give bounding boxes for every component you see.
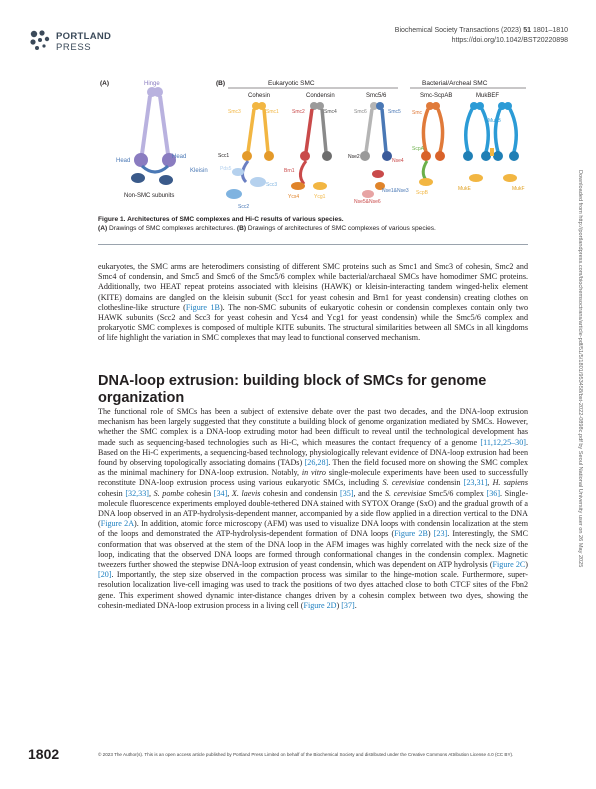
scc1-label: Scc1 (218, 153, 230, 159)
logo-text-portland: PORTLAND (56, 31, 112, 42)
para1-text-a: eukaryotes, the SMC arms are heterodimers consisting of different SMC proteins such as Smc1 and Smc3 of cohesin, Smc2 and Smc4 of condensin, and Smc5 and Smc6 of the Smc5/6 complex while bacterial/archaeal SMCs have homodimer SMC proteins. Additionally, two HEAT repeat proteins associated with kleisins (HAWK) or kleisin-interacting tandem winged-helix element (KITE) domains are dangled on the kleisin subunit (Scc1 for yeast cohesin and Brn1 for yeast condensin) creating clothes on clothesline-like structure ( (98, 262, 528, 312)
para2-text: cohesin and condensin (260, 488, 341, 498)
footer-license: © 2023 The Author(s). This is an open access article published by Portland Press Limited on behalf of the Biochemical Society and distributed under the Creative Commons Attribution License 4.0 (CC BY). (98, 752, 514, 757)
smc-scpab-label: Smc-ScpAB (420, 93, 453, 99)
para2-text: . Single-molecule fluorescence experiments employed double-tethered DNA stained with SYTOX Orange (SxO) and the gradual growth of a DNA loop observed in an ATP-hydrolysis-dependent manner, accompanied by a side flow applied in a direction vertical to the DNA ( (98, 488, 529, 529)
para2-text: ) (427, 529, 434, 539)
portland-press-logo-icon (28, 28, 52, 52)
smc3-label: Smc3 (228, 109, 241, 115)
scpb-label: ScpB (416, 190, 428, 196)
journal-volume: 51 (523, 27, 531, 34)
figure-1-drawing (98, 74, 528, 232)
caption-a-text: Drawings of SMC complexes architectures. (107, 225, 237, 233)
caption-b-label: (B) (236, 225, 247, 233)
para2-text: ) (525, 560, 528, 570)
journal-year: (2023) (501, 27, 522, 34)
para2-text: . Then the field focused more on showing the SMC complex as the minimal machinery for DNA-loop extrusion. Notably, (98, 458, 528, 478)
download-side-note (574, 170, 586, 690)
para2-text: , (487, 478, 493, 488)
nse1-nse3-label: Nse1&Nse3 (382, 188, 409, 194)
scpa-label: ScpA (412, 146, 424, 152)
para2-text: Smc5/6 complex (426, 488, 487, 498)
para2-text: . Based on the Hi-C experiments, a sequencing-based technology, physiologically relevant evidence of DNA-loop extrusion had been found by observing topologically associating domains (TADs) (98, 437, 528, 468)
figure-2b-link[interactable]: Figure 2B (394, 529, 428, 539)
para2-text: ). In addition, atomic force microscopy (AFM) was used to visualize DNA loops with condensin localization at the stem of the loops and demonstrated the ATP-hydrolysis-dependent formation of DNA loops ( (98, 519, 529, 539)
smc6-label: Smc6 (354, 109, 367, 115)
para2-text: , (148, 488, 154, 498)
para2-text: . (354, 600, 357, 610)
journal-pages: 1801–1810 (532, 27, 568, 34)
para2-text: single-molecule experiments have been used to successfully reconstitute DNA-loop extrusion process using various eukaryotic SMCs, including (98, 468, 528, 488)
para2-text: , and the (353, 488, 385, 498)
ref-link[interactable]: [23,31] (463, 478, 488, 488)
non-smc-label: Non-SMC subunits (124, 193, 175, 199)
ref-link[interactable]: [35] (340, 488, 354, 498)
smc56-diagram (360, 102, 392, 198)
mukbef-label: MukBEF (476, 93, 500, 99)
caption-b-text: Drawings of architectures of SMC complexes of various species. (246, 225, 436, 233)
doi-link[interactable]: https://doi.org/10.1042/BST20220898 (451, 37, 568, 44)
ref-link[interactable]: [34] (213, 488, 228, 498)
nse2-label: Nse2 (348, 154, 360, 160)
panel-b-label: (B) (216, 80, 226, 87)
cohesin-label: Cohesin (248, 93, 271, 99)
para2-text: . Importantly, the step size observed in the compaction process was similar to the hinge-motion scale. Furthermore, super-resolution localization live-cell imaging was used to track the positions of two dyes attached close to both CTCF sites of the Fbn2 gene. This experiment showed dynamic inter-distance changes driven by a cohesin complex between two dyes, showing the cohesin-mediated DNA-loop extrusion process in a living cell ( (98, 570, 528, 610)
section-heading: DNA-loop extrusion: building block of SMCs for genome organization (98, 373, 487, 406)
smc5-label: Smc5 (388, 109, 401, 115)
para2-italic: in vitro (301, 468, 326, 478)
para2-text: ) (336, 600, 342, 610)
scc2-label: Scc2 (238, 204, 250, 210)
ycg1-label: Ycg1 (314, 194, 326, 200)
figure-2a-link[interactable]: Figure 2A (100, 519, 135, 529)
journal-reference (395, 26, 568, 46)
logo-text-press: PRESS (56, 42, 92, 53)
ycs4-label: Ycs4 (288, 194, 300, 200)
para2-text: cohesin (98, 488, 126, 498)
figure-1b-link[interactable]: Figure 1B (185, 302, 220, 312)
para2-italic: S. cerevisiae (382, 478, 425, 488)
caption-a-label: (A) (98, 225, 108, 233)
figure-2d-link[interactable]: Figure 2D (303, 600, 337, 610)
figure-caption-title: Figure 1. Architectures of SMC complexes and Hi-C results of various species. (98, 216, 344, 223)
condensin-label: Condensin (306, 93, 335, 99)
head-right-label: Head (172, 154, 187, 160)
para1-text-b: ). The non-SMC subunits of eukaryotic cohesin or condensin complexes contain only two HAWK subunits (Scc2 and Scc3 for yeast cohesin and Ycs4 and Ycg1 for yeast condensin) while the Smc5/6 complex and prokaryotic SMC complexes is composed of multiple KITE subunits. The structural similarities between all SMCs in all kingdoms of life highlight the variation in SMC complexes that may lead to functional conserved mechanism. (98, 302, 528, 343)
body-paragraph-1 (98, 262, 528, 344)
head-left-label: Head (116, 158, 131, 164)
ref-link[interactable]: [32,33] (125, 488, 149, 498)
ref-link[interactable]: [37] (341, 600, 355, 610)
ref-link[interactable]: [36] (486, 488, 501, 498)
body-paragraph-2 (98, 407, 528, 611)
para2-italic: S. cerevisiae (384, 488, 427, 498)
caption-divider (98, 244, 528, 245)
page-number: 1802 (28, 746, 60, 762)
download-note-text: Downloaded from http://portlandpress.com/biochemsoctrans/article-pdf/51/5/1801/953458/bst-2022-0898c.pdf by Seoul National University user on 26 May 2025 (577, 170, 583, 568)
para2-italic: X. laevis (231, 488, 261, 498)
figure-2c-link[interactable]: Figure 2C (492, 560, 526, 570)
figure-caption (98, 215, 538, 234)
eukaryotic-label: Eukaryotic SMC (268, 80, 315, 87)
smc2-label: Smc2 (292, 109, 305, 115)
ref-link[interactable]: [20] (98, 570, 112, 580)
bacterial-label: Bacterial/Archeal SMC (422, 80, 488, 87)
panel-a-label: (A) (100, 80, 110, 87)
mukb-label: MukB (488, 118, 501, 124)
ref-link[interactable]: [11,12,25–30] (480, 437, 526, 447)
ref-link[interactable]: [23] (433, 529, 448, 539)
para2-text: The functional role of SMCs has been a subject of extensive debate over the past two decades, and the DNA-loop extrusion mechanism has been largely suggested that they constitute a building block of genome organization mediated by SMCs. However, whether the SMC complex is a DNA-loop extruding motor had been difficult to reveal until the technological development has made such as sequencing-based technologies such as Hi-C, which measures the contact frequency of a genome (98, 407, 528, 447)
para2-text: condensin (424, 478, 464, 488)
kleisin-label: Kleisin (190, 168, 208, 174)
scc3-label: Scc3 (266, 182, 278, 188)
para2-text: . Interestingly, the SMC conformation that was observed at the stem of the DNA loop in the AFM images was highly correlated with the neck size of the loop, indicating that the observed DNA loops are formed through conformational changes in the condensin complex. Magnetic tweezers further showed the stepwise DNA-loop extrusion of yeast condensin, which was dependent on ATP hydrolysis ( (98, 529, 529, 570)
muke-label: MukE (458, 186, 471, 192)
mukbef-diagram (463, 102, 519, 182)
smc56-label: Smc5/6 (366, 93, 387, 99)
smc-arm-diagram (131, 87, 176, 185)
smc1-label: Smc1 (266, 109, 279, 115)
mukf-label: MukF (512, 186, 525, 192)
nse4-label: Nse4 (392, 158, 404, 164)
nse5-nse6-label: Nse5&Nse6 (354, 199, 381, 205)
smc-scpab-diagram (419, 102, 445, 186)
para2-text: cohesin (183, 488, 214, 498)
brn1-label: Brn1 (284, 168, 295, 174)
publisher-logo (28, 28, 138, 62)
para2-italic: S. pombe (153, 488, 184, 498)
ref-link[interactable]: [26,28] (304, 458, 329, 468)
condensin-diagram (291, 102, 332, 190)
smc-label: Smc (412, 110, 422, 116)
journal-name: Biochemical Society Transactions (394, 27, 500, 34)
para2-italic: H. sapiens (492, 478, 528, 488)
hinge-label: Hinge (144, 81, 160, 87)
para2-text: , (227, 488, 232, 498)
smc4-label: Smc4 (324, 109, 337, 115)
pds5-label: Pds5 (220, 166, 232, 172)
